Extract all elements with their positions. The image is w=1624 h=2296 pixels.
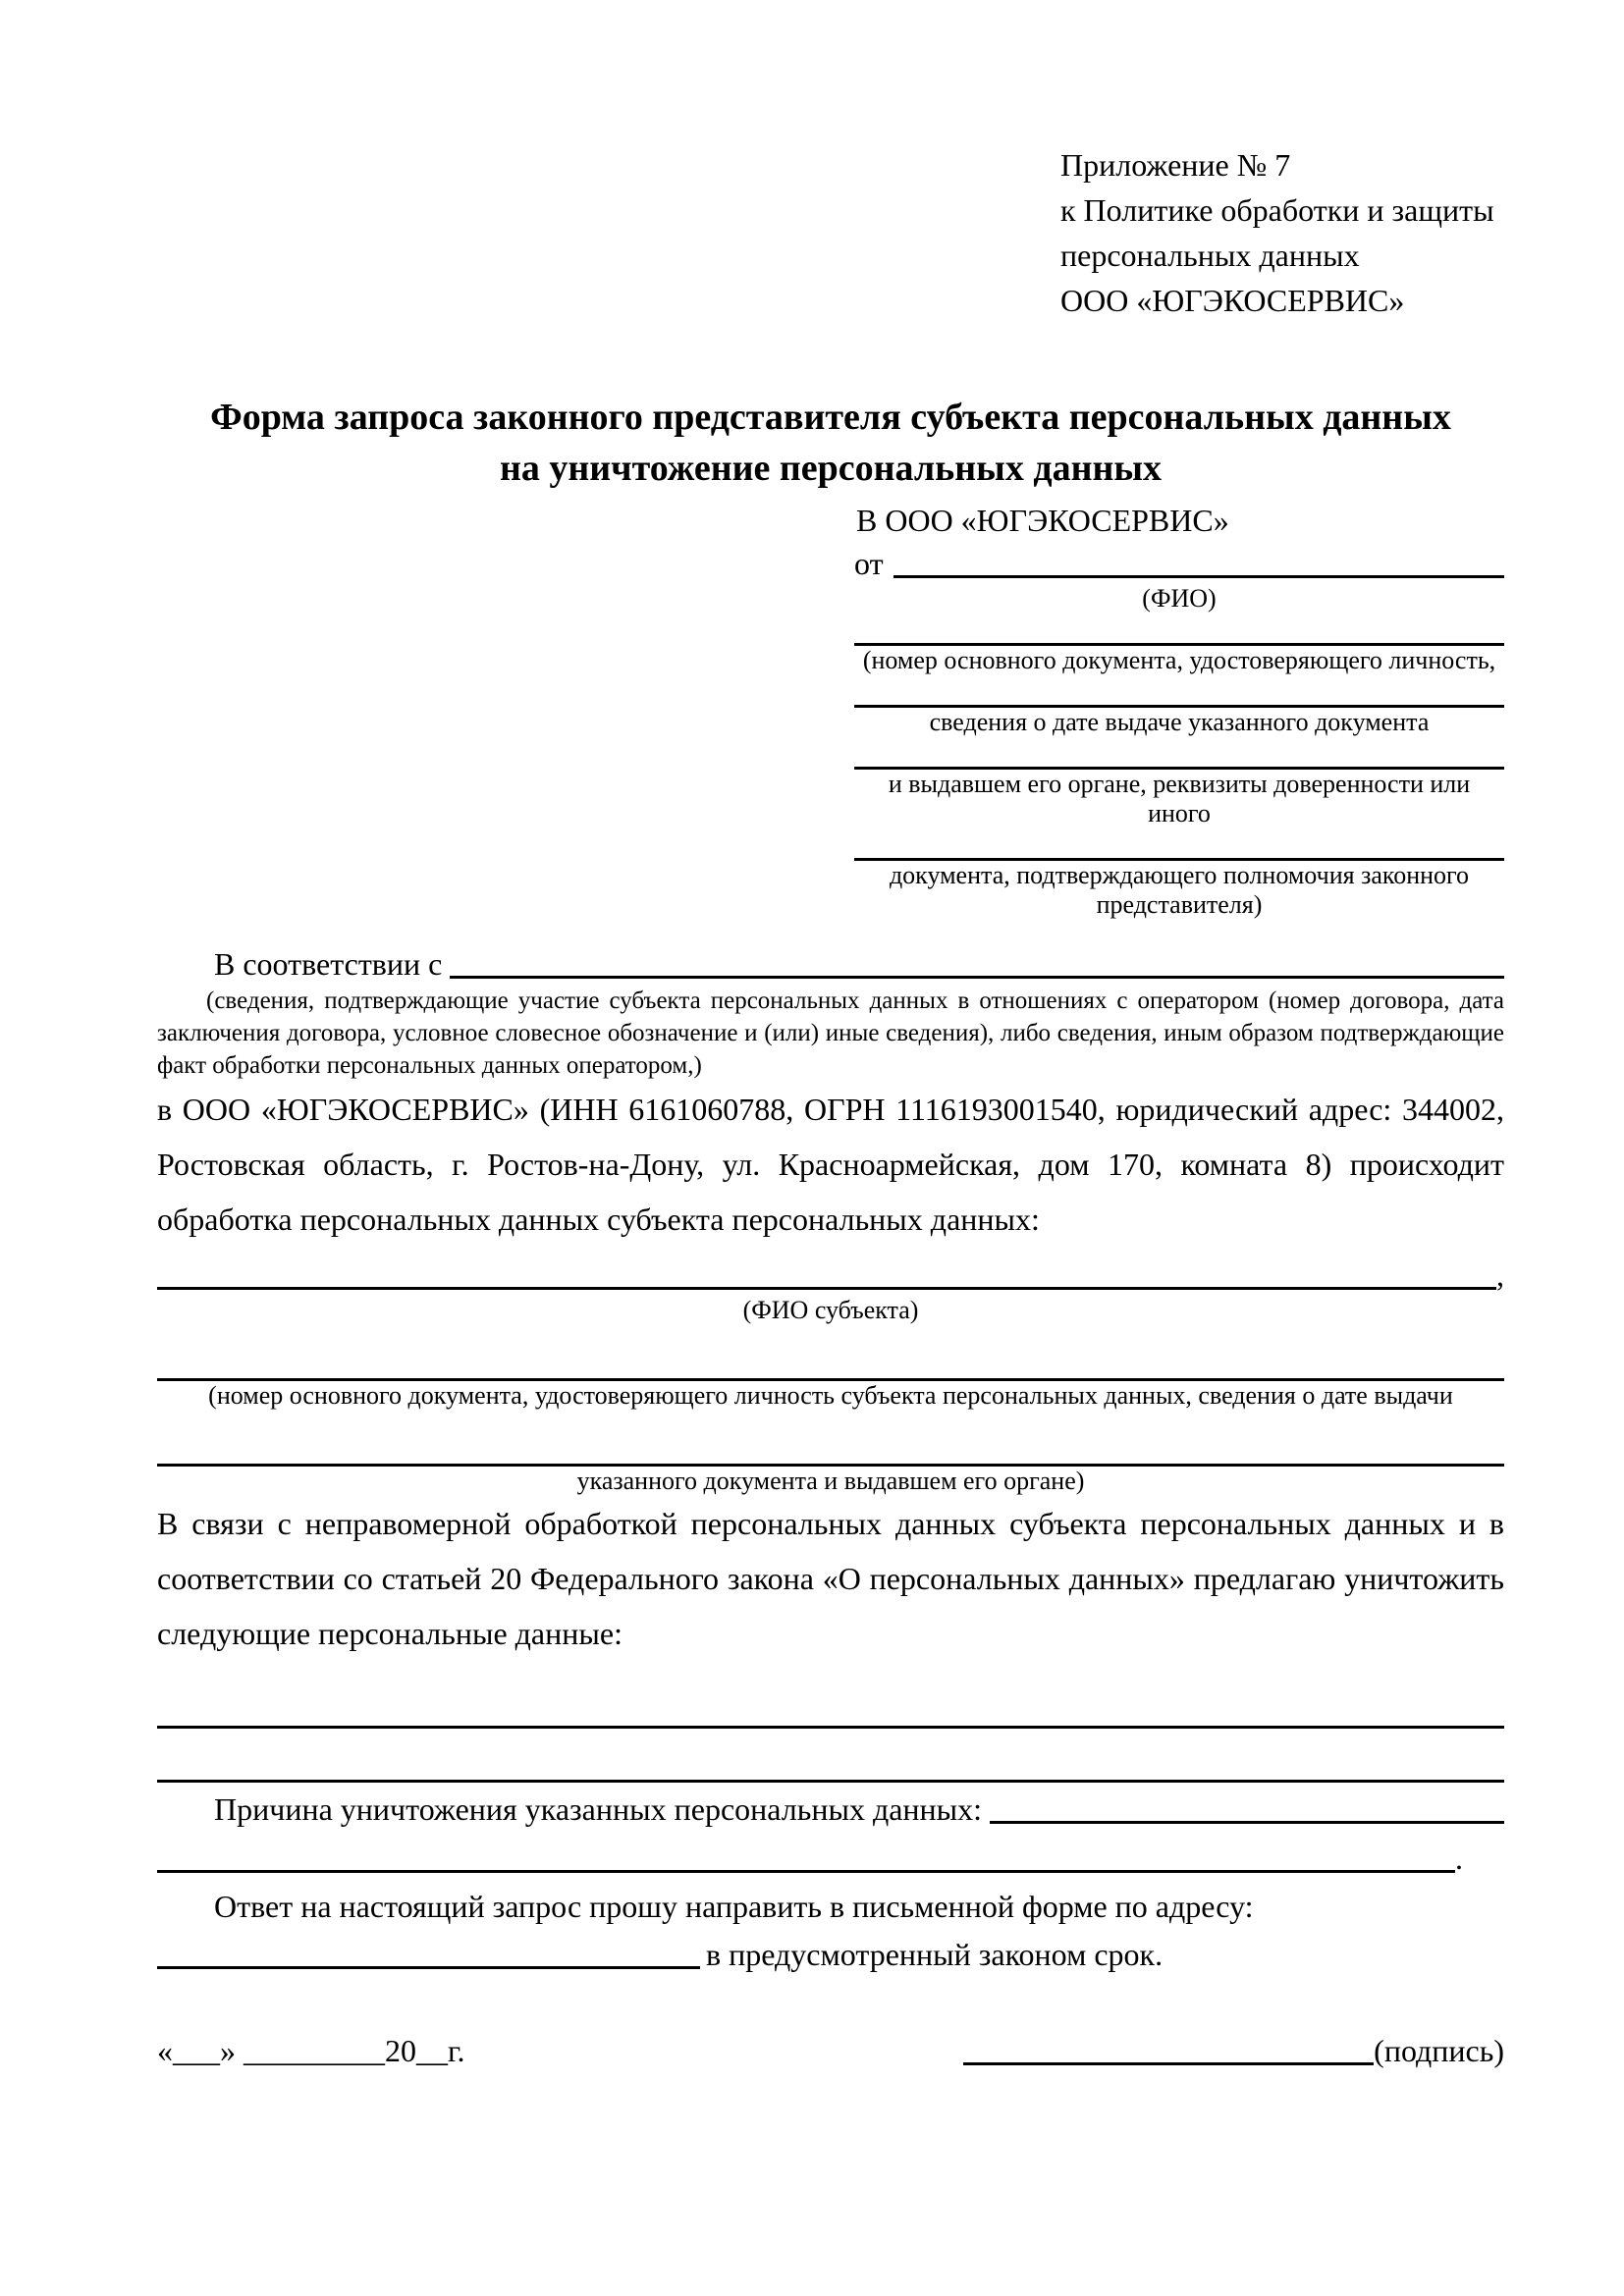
corner-note-line1: Приложение № 7 — [1060, 147, 1291, 183]
from-blank-line — [893, 575, 1504, 578]
accordance-blank-line — [450, 976, 1504, 979]
subject-fio-field — [157, 1255, 1504, 1296]
corner-note-line4: ООО «ЮГЭКОСЕРВИС» — [1060, 283, 1405, 318]
reply-tail-text: в предусмотренный законом срок. — [706, 1937, 1164, 1972]
reason-continuation-field — [157, 1838, 1504, 1879]
accordance-label: В соответствии с — [214, 946, 443, 982]
representative-doc-caption-4: документа, подтверждающего полномочия законного представителя) — [889, 861, 1470, 919]
corner-note-line2: к Политике обработки и защиты — [1060, 192, 1494, 228]
reason-blank-line-2 — [157, 1870, 1455, 1873]
signature-blank-line — [963, 2062, 1374, 2065]
data-to-destroy-blank-1 — [157, 1696, 1504, 1729]
subject-doc-blank-1 — [157, 1349, 1504, 1381]
date-field: «___» _________20__г. — [157, 2033, 465, 2068]
subject-doc-caption-1: (номер основного документа, удостоверяющего личность субъекта персональных данных, сведения о дате выдачи — [208, 1381, 1453, 1410]
addressee: В ООО «ЮГЭКОСЕРВИС» — [856, 503, 1229, 538]
subject-fio-caption: (ФИО субъекта) — [742, 1296, 919, 1324]
representative-doc-blank-2 — [854, 675, 1504, 708]
subject-fio-comma: , — [1496, 1257, 1504, 1293]
representative-doc-caption-2: сведения о дате выдаче указанного документа — [929, 708, 1430, 736]
representative-doc-caption-1: (номер основного документа, удостоверяющего личность, — [862, 646, 1496, 674]
signature-caption: (подпись) — [1374, 2033, 1504, 2068]
corner-note — [1060, 142, 1504, 323]
fio-caption: (ФИО) — [1142, 584, 1217, 613]
representative-doc-caption-3: и выдавшем его органе, реквизиты доверенности или иного — [888, 770, 1471, 828]
operator-paragraph: в ООО «ЮГЭКОСЕРВИС» (ИНН 6161060788, ОГРН 1116193001540, юридический адрес: 344002, Ростовская область, г. Ростов-на-Дону, ул. Красноармейская, дом 170, комната 8) происходит обработка персональных данных субъекта персональных данных: — [157, 1092, 1504, 1237]
subject-doc-caption-2: указанного документа и выдавшем его органе) — [576, 1467, 1085, 1495]
footer — [157, 2030, 1504, 2071]
subject-doc-blank-2 — [157, 1434, 1504, 1467]
corner-note-line3: персональных данных — [1060, 238, 1360, 273]
form-title-line2: на уничтожение персональных данных — [499, 448, 1163, 489]
data-to-destroy-blank-2 — [157, 1750, 1504, 1783]
representative-doc-blank-4 — [854, 828, 1504, 861]
reply-address-field — [157, 1934, 1504, 1975]
from-label: от — [854, 546, 884, 581]
reply-address-blank-line — [157, 1966, 700, 1969]
reason-blank-line — [990, 1821, 1504, 1824]
form-title-line1: Форма запроса законного представителя субъекта персональных данных — [210, 397, 1451, 438]
request-paragraph: В связи с неправомерной обработкой персональных данных субъекта персональных данных и в соответствии со статьей 20 Федерального закона «О персональных данных» предлагаю уничтожить следующие персональные данные: — [157, 1506, 1504, 1651]
form-title — [157, 392, 1504, 494]
reply-paragraph: Ответ на настоящий запрос прошу направить в письменной форме по адресу: — [214, 1889, 1254, 1924]
reason-field — [157, 1789, 1504, 1830]
accordance-note: (сведения, подтверждающие участие субъекта персональных данных в отношениях с оператором (номер договора, дата заключения договора, условное словесное обозначение и (или) иные сведения), либо сведения, иным образом подтверждающие факт обработки персональных данных оператором,) — [157, 988, 1504, 1079]
reason-label: Причина уничтожения указанных персональных данных: — [214, 1791, 983, 1827]
reason-period: . — [1455, 1841, 1463, 1876]
representative-doc-blank-3 — [854, 737, 1504, 770]
from-field — [854, 543, 1504, 584]
accordance-field — [157, 943, 1504, 985]
subject-fio-blank-line — [157, 1287, 1496, 1290]
representative-block — [854, 543, 1504, 920]
representative-doc-blank-1 — [854, 614, 1504, 646]
signature-field — [963, 2030, 1504, 2071]
